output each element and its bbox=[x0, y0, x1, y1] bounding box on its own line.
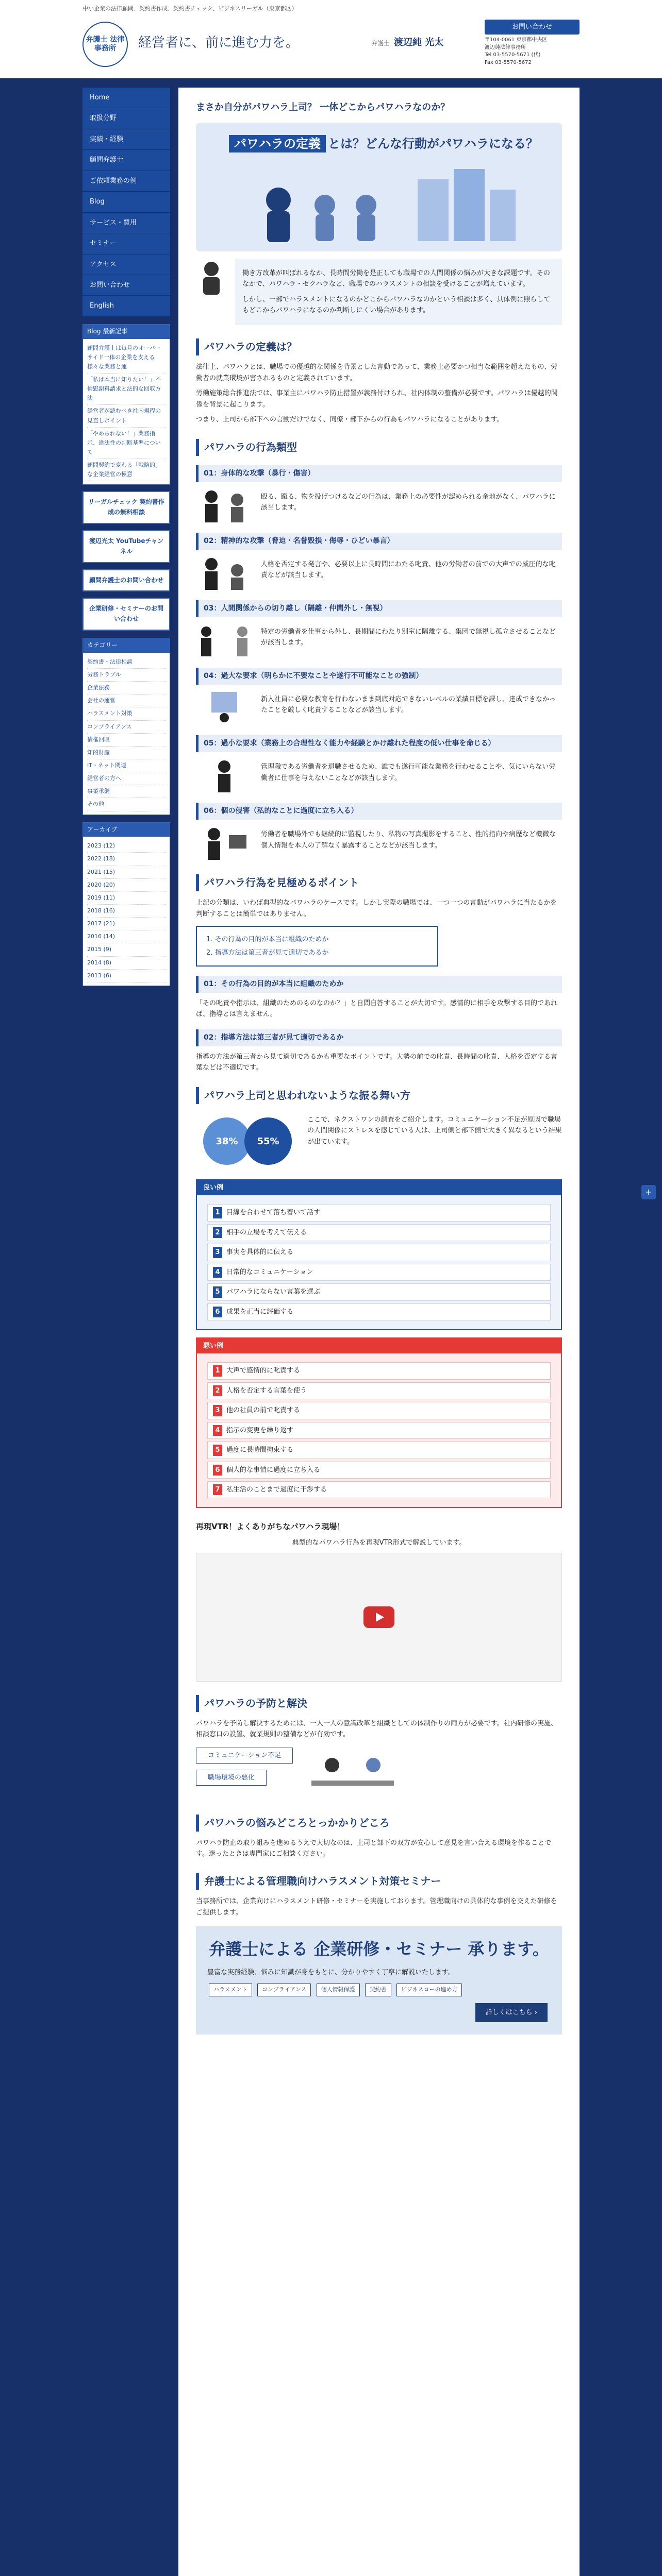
bad-example-text: 個人的な事情に過度に立ち入る bbox=[226, 1466, 321, 1474]
category-link[interactable]: 経営者の方へ bbox=[87, 772, 166, 785]
category-link[interactable]: 事業承継 bbox=[87, 785, 166, 798]
article-title: まさか自分がパワハラ上司？ 一体どこからパワハラなのか？ bbox=[196, 102, 450, 113]
checklist-item[interactable]: 1. その行為の目的が本当に組織のためか bbox=[206, 936, 329, 944]
author-block bbox=[371, 35, 443, 50]
paragraph: 上記の分類は、いわば典型的なパワハラのケースです。しかし実際の職場では、一つ一つの言動がパワハラに当たるかを判断することは簡単ではありません。 bbox=[196, 899, 557, 918]
contact-note: Fax 03-5570-5672 bbox=[485, 59, 532, 65]
category-link[interactable]: 労務トラブル bbox=[87, 669, 166, 682]
type-text: 管理職である労働者を退職させるため、誰でも遂行可能な業務を行わせることや、気にいらない労働者に仕事を与えないことなどが該当します。 bbox=[261, 763, 556, 782]
good-example-title: 良い例 bbox=[197, 1180, 561, 1195]
archive-link[interactable]: 2022 (18) bbox=[87, 853, 166, 866]
archive-link[interactable]: 2016 (14) bbox=[87, 930, 166, 943]
category-link[interactable]: 会社の運営 bbox=[87, 694, 166, 707]
good-example-text: 成果を正当に評価する bbox=[226, 1308, 294, 1316]
video-player[interactable] bbox=[196, 1553, 562, 1682]
video-block bbox=[196, 1520, 562, 1681]
category-link[interactable]: 企業法務 bbox=[87, 682, 166, 694]
person-icon bbox=[196, 259, 227, 295]
bad-example-text: 過度に長時間拘束する bbox=[226, 1446, 294, 1454]
bad-example-text: 大声で感情的に叱責する bbox=[226, 1367, 301, 1375]
type-case bbox=[196, 487, 562, 523]
banner-title: 弁護士による 企業研修・セミナー 承ります。 bbox=[209, 1939, 549, 1959]
type-text: 労働者を職場外でも継続的に監視したり、私物の写真撮影をすること、性的指向や病歴など機微な個人情報を本人の了解なく暴露することなどが該当します。 bbox=[261, 831, 556, 850]
survey-left-value: 38% bbox=[216, 1136, 238, 1147]
blog-post-link[interactable]: 「私は本当に知りたい！」不倫慰謝料請求と法的な回収方法 bbox=[87, 374, 166, 405]
bad-example-item: 6 個人的な事情に過度に立ち入る bbox=[207, 1462, 551, 1479]
category-link[interactable]: ハラスメント対策 bbox=[87, 707, 166, 720]
legal-check-banner[interactable]: リーガルチェック 契約書作成の無料相談 bbox=[82, 491, 170, 524]
type-heading: 01：身体的な攻撃（暴行・傷害） bbox=[196, 465, 562, 482]
intro-text: 働き方改革が叫ばれるなか、長時間労働を是正しても職場での人間関係の悩みが大きな課題です。そのなかで、パワハラ・セクハラなど、職場でのハラスメントの相談を受けることが増えています。 bbox=[242, 269, 550, 289]
good-example-text: 相手の立場を考えて伝える bbox=[226, 1228, 307, 1236]
survey-right-value: 55% bbox=[257, 1136, 279, 1147]
section-heading: パワハラ上司と思われないような振る舞い方 bbox=[196, 1087, 562, 1104]
play-icon[interactable] bbox=[363, 1606, 394, 1628]
section-heading: パワハラ行為を見極めるポイント bbox=[196, 874, 562, 891]
good-example-item: 2 相手の立場を考えて伝える bbox=[207, 1224, 551, 1241]
nav-practice-areas[interactable]: 取扱分野 bbox=[82, 108, 170, 129]
bad-example-item: 3 他の社員の前で叱責する bbox=[207, 1402, 551, 1419]
section-heading: パワハラの予防と解決 bbox=[196, 1695, 562, 1712]
blog-recent-box bbox=[82, 324, 170, 485]
paragraph: パワハラ防止の取り組みを進めるうえで大切なのは、上司と部下の双方が安心して意見を言い合える環境を作ることです。迷ったときは専門家にご相談ください。 bbox=[196, 1839, 552, 1858]
bad-example-text: 私生活のことまで過度に干渉する bbox=[226, 1486, 327, 1494]
nav-retainer[interactable]: 顧問弁護士 bbox=[82, 150, 170, 171]
type-case bbox=[196, 825, 562, 861]
category-link[interactable]: その他 bbox=[87, 798, 166, 811]
paragraph: 法律上、パワハラとは、職場での優越的な関係を背景とした言動であって、業務上必要かつ相当な範囲を超えたもの、労働者の就業環境が害されるものと定義されています。 bbox=[196, 363, 558, 382]
checklist bbox=[196, 926, 438, 967]
section-heading: パワハラの行為類型 bbox=[196, 439, 562, 456]
good-example-box bbox=[196, 1179, 562, 1330]
good-example-text: 事実を具体的に伝える bbox=[226, 1248, 294, 1257]
banner-more-button[interactable]: 詳しくはこちら › bbox=[475, 2003, 548, 2022]
site-header bbox=[0, 16, 662, 78]
nav-services[interactable]: サービス・費用 bbox=[82, 213, 170, 233]
section-heading: パワハラの定義は？ bbox=[196, 338, 562, 355]
bad-example-item: 4 指示の変更を繰り返す bbox=[207, 1422, 551, 1439]
main-content bbox=[178, 88, 580, 2576]
intro-text-2: しかし、一部でハラスメントになるのかどこからパワハラなのかという相談は多く、具体例に照らしてもどこからパワハラになるのか判断しにくい場合があります。 bbox=[242, 295, 551, 314]
blog-post-link[interactable]: 「やめられない！」業務指示、違法性の判断基準について bbox=[87, 428, 166, 459]
logo-text: 弁護士 法律 事務所 bbox=[86, 36, 125, 53]
meeting-illustration bbox=[301, 1744, 404, 1801]
archive-link[interactable]: 2014 (8) bbox=[87, 957, 166, 970]
archive-title: アーカイブ bbox=[83, 823, 170, 837]
type-case bbox=[196, 555, 562, 591]
bad-example-text: 他の社員の前で叱責する bbox=[226, 1406, 301, 1415]
point-heading: 02：指導方法は第三者が見て適切であるか bbox=[196, 1029, 562, 1046]
banner-topic: ビジネスローの進め方 bbox=[396, 1984, 462, 1996]
archive-link[interactable]: 2021 (15) bbox=[87, 866, 166, 879]
category-link[interactable]: 契約書・法律相談 bbox=[87, 656, 166, 669]
type-heading: 03：人間関係からの切り離し（隔離・仲間外し・無視） bbox=[196, 600, 562, 617]
keyword-bubble: コミュニケーション不足 bbox=[196, 1748, 293, 1764]
bad-example-item: 5 過度に長時間拘束する bbox=[207, 1442, 551, 1459]
contact-address bbox=[485, 37, 580, 66]
category-link[interactable]: 債権回収 bbox=[87, 734, 166, 747]
global-nav bbox=[82, 88, 170, 317]
banner-topic: 契約書 bbox=[365, 1984, 391, 1996]
section-heading: パワハラの悩みどころとっかかりどころ bbox=[196, 1815, 562, 1832]
archive-link[interactable]: 2023 (12) bbox=[87, 840, 166, 853]
type-text: 新入社員に必要な教育を行わないまま到底対応できないレベルの業績目標を課し、達成できなかったことを厳しく叱責することなどが該当します。 bbox=[261, 696, 556, 715]
good-example-text: パワハラにならない言葉を選ぶ bbox=[226, 1288, 321, 1296]
category-link[interactable]: IT・ネット関連 bbox=[87, 759, 166, 772]
archive-link[interactable]: 2015 (9) bbox=[87, 943, 166, 956]
seminar-banner[interactable] bbox=[196, 1926, 562, 2035]
nav-achievements[interactable]: 実績・経験 bbox=[82, 129, 170, 150]
keyword-bubble: 職場環境の悪化 bbox=[196, 1770, 267, 1786]
underwork-illustration-icon bbox=[196, 757, 253, 793]
blog-recent-title: Blog 最新記事 bbox=[83, 325, 170, 339]
violence-illustration-icon bbox=[196, 487, 253, 523]
contact-button[interactable]: お問い合わせ bbox=[485, 20, 580, 35]
paragraph: パワハラを予防し解決するためには、一人一人の意識改革と組織としての体制作りの両方が必要です。社内研修の実施、相談窓口の設置、就業規則の整備などが有効です。 bbox=[196, 1719, 557, 1739]
nav-home[interactable]: Home bbox=[82, 88, 170, 108]
site-logo[interactable] bbox=[82, 22, 128, 67]
archive-link[interactable]: 2020 (20) bbox=[87, 879, 166, 892]
retainer-inquiry-banner[interactable]: 顧問弁護士のお問い合わせ bbox=[82, 569, 170, 592]
good-example-text: 日常的なコミュニケーション bbox=[226, 1268, 313, 1276]
bad-example-text: 指示の変更を繰り返す bbox=[226, 1426, 294, 1434]
type-case bbox=[196, 690, 562, 726]
banner-subtitle: 豊富な実務経験、悩みに知識が身をもとに、分かりやすく丁寧に解説いたします。 bbox=[207, 1969, 455, 1977]
hero-title-text: とは？どんな行動がパワハラになる？ bbox=[328, 136, 538, 151]
blog-post-link[interactable]: 顧問弁護士は毎月のオーバーサイド一体の企業を支える様々な業務と運 bbox=[87, 342, 166, 374]
type-case bbox=[196, 622, 562, 658]
topbar-text: 中小企業の法律顧問、契約書作成、契約書チェック、ビジネスリーガル（東京都区） bbox=[82, 5, 297, 12]
point-heading: 01：その行為の目的が本当に組織のためか bbox=[196, 976, 562, 993]
category-title: カテゴリー bbox=[83, 638, 170, 653]
video-title: 再現VTR！よくありがちなパワハラ現場！ bbox=[196, 1522, 345, 1532]
nav-blog[interactable]: Blog bbox=[82, 192, 170, 212]
survey-text: ここで、ネクストワンの調査をご紹介します。コミュニケーション不足が原因で職場の人間関係にストレスを感じている人は、上司側と部下側で大きく異なるという結果が出ています。 bbox=[307, 1115, 562, 1146]
banner-topic: 個人情報保護 bbox=[317, 1984, 360, 1996]
intro-block bbox=[196, 259, 562, 326]
type-heading: 06：個の侵害（私的なことに過度に立ち入る） bbox=[196, 803, 562, 820]
type-text: 殴る、蹴る、物を投げつけるなどの行為は、業務上の必要性が認められる余地がなく、パワハラに該当します。 bbox=[261, 493, 556, 512]
privacy-illustration-icon bbox=[196, 825, 253, 861]
prevention-block bbox=[196, 1744, 562, 1801]
verbal-abuse-illustration-icon bbox=[196, 555, 253, 591]
type-case bbox=[196, 757, 562, 793]
header-contact bbox=[485, 20, 580, 66]
contact-line: 渡辺純法律事務所 bbox=[485, 44, 526, 50]
paragraph: 労働施策総合推進法では、事業主にパワハラ防止措置が義務付けられ、社内体制の整備が必要です。パワハラは優越的関係を背景に起こります。 bbox=[196, 389, 558, 409]
category-link[interactable]: 知的財産 bbox=[87, 747, 166, 759]
author-label: 弁護士 bbox=[371, 40, 390, 47]
nav-access[interactable]: アクセス bbox=[82, 255, 170, 275]
video-caption: 典型的なパワハラ行為を再現VTR形式で解説しています。 bbox=[292, 1539, 466, 1547]
contact-line: Tel 03-5570-5671 (代) bbox=[485, 52, 541, 58]
good-example-item: 5 パワハラにならない言葉を選ぶ bbox=[207, 1283, 551, 1300]
bad-example-box bbox=[196, 1337, 562, 1509]
bad-example-item: 1 大声で感情的に叱責する bbox=[207, 1362, 551, 1379]
archive-link[interactable]: 2013 (6) bbox=[87, 970, 166, 982]
nav-seminar[interactable]: セミナー bbox=[82, 233, 170, 254]
isolation-illustration-icon bbox=[196, 622, 253, 658]
archive-link[interactable]: 2019 (11) bbox=[87, 892, 166, 905]
type-text: 特定の労働者を仕事から外し、長期間にわたり別室に隔離する、集団で無視し孤立させることなどが該当します。 bbox=[261, 628, 556, 647]
paragraph: つまり、上司から部下への言動だけでなく、同僚・部下からの行為もパワハラになることがあります。 bbox=[196, 416, 504, 424]
banner-topic: コンプライアンス bbox=[257, 1984, 311, 1996]
category-link[interactable]: コンプライアンス bbox=[87, 721, 166, 734]
page-top-button[interactable]: + bbox=[641, 1185, 656, 1199]
good-example-item: 3 事実を具体的に伝える bbox=[207, 1244, 551, 1261]
type-text: 人格を否定する発言や、必要以上に長時間にわたる叱責、他の労働者の前での大声での威圧的な叱責などが該当します。 bbox=[261, 560, 556, 580]
good-example-text: 目線を合わせて落ち着いて話す bbox=[226, 1209, 321, 1217]
blog-post-link[interactable]: 経営者が読むべき社内規程の見直しポイント bbox=[87, 405, 166, 427]
hero-label: パワハラの定義 bbox=[229, 135, 326, 152]
nav-contact[interactable]: お問い合わせ bbox=[82, 275, 170, 296]
sidebar bbox=[82, 88, 170, 986]
paragraph: 当事務所では、企業向けにハラスメント研修・セミナーを実施しております。管理職向けの具体的な事例を交えた研修をご提供します。 bbox=[196, 1897, 557, 1917]
contact-line: 〒104-0061 東京都中央区 bbox=[485, 37, 548, 43]
banner-topic: ハラスメント bbox=[209, 1984, 252, 1996]
category-box bbox=[82, 638, 170, 815]
archive-link[interactable]: 2018 (16) bbox=[87, 905, 166, 918]
hero-image bbox=[196, 123, 562, 251]
paragraph: 指導の方法が第三者から見て適切であるかも重要なポイントです。大勢の前での叱責、長時間の叱責、人格を否定する言葉などは不適切です。 bbox=[196, 1053, 557, 1072]
type-heading: 04：過大な要求（明らかに不要なことや遂行不可能なことの強制） bbox=[196, 668, 562, 685]
hero-illustration bbox=[196, 123, 562, 251]
overwork-illustration-icon bbox=[196, 690, 253, 726]
bad-example-item: 7 私生活のことまで過度に干渉する bbox=[207, 1481, 551, 1498]
survey-pie-chart bbox=[196, 1110, 299, 1172]
archive-link[interactable]: 2017 (21) bbox=[87, 918, 166, 930]
checklist-item[interactable]: 2. 指導方法は第三者が見て適切であるか bbox=[206, 948, 329, 957]
nav-english[interactable]: English bbox=[82, 296, 170, 316]
archive-box bbox=[82, 822, 170, 986]
bad-example-title: 悪い例 bbox=[197, 1338, 561, 1353]
good-example-item: 6 成果を正当に評価する bbox=[207, 1303, 551, 1320]
paragraph: 「その叱責や指示は、組織のためのものなのか？」と自問自答することが大切です。感情的に相手を攻撃する目的であれば、指導とは言えません。 bbox=[196, 999, 557, 1019]
topbar bbox=[0, 0, 662, 16]
type-heading: 02：精神的な攻撃（脅迫・名誉毀損・侮辱・ひどい暴言） bbox=[196, 533, 562, 550]
section-heading: 弁護士による管理職向けハラスメント対策セミナー bbox=[196, 1873, 562, 1890]
seminar-inquiry-banner[interactable]: 企業研修・セミナーのお問い合わせ bbox=[82, 598, 170, 631]
nav-examples[interactable]: ご依頼業務の例 bbox=[82, 171, 170, 192]
youtube-banner[interactable]: 渡辺光太 YouTubeチャンネル bbox=[82, 530, 170, 563]
bad-example-text: 人格を否定する言葉を使う bbox=[226, 1386, 307, 1395]
good-example-item: 1 目線を合わせて落ち着いて話す bbox=[207, 1204, 551, 1221]
good-example-item: 4 日常的なコミュニケーション bbox=[207, 1264, 551, 1281]
bad-example-item: 2 人格を否定する言葉を使う bbox=[207, 1382, 551, 1399]
blog-post-link[interactable]: 顧問契約で変わる「戦略的」な企業経営の極意 bbox=[87, 459, 166, 481]
author-name: 渡辺純 光太 bbox=[394, 37, 444, 48]
site-tagline: 経営者に、前に進む力を。 bbox=[138, 35, 300, 50]
survey-block bbox=[196, 1110, 562, 1172]
type-heading: 05：過小な要求（業務上の合理性なく能力や経験とかけ離れた程度の低い仕事を命じる） bbox=[196, 735, 562, 752]
